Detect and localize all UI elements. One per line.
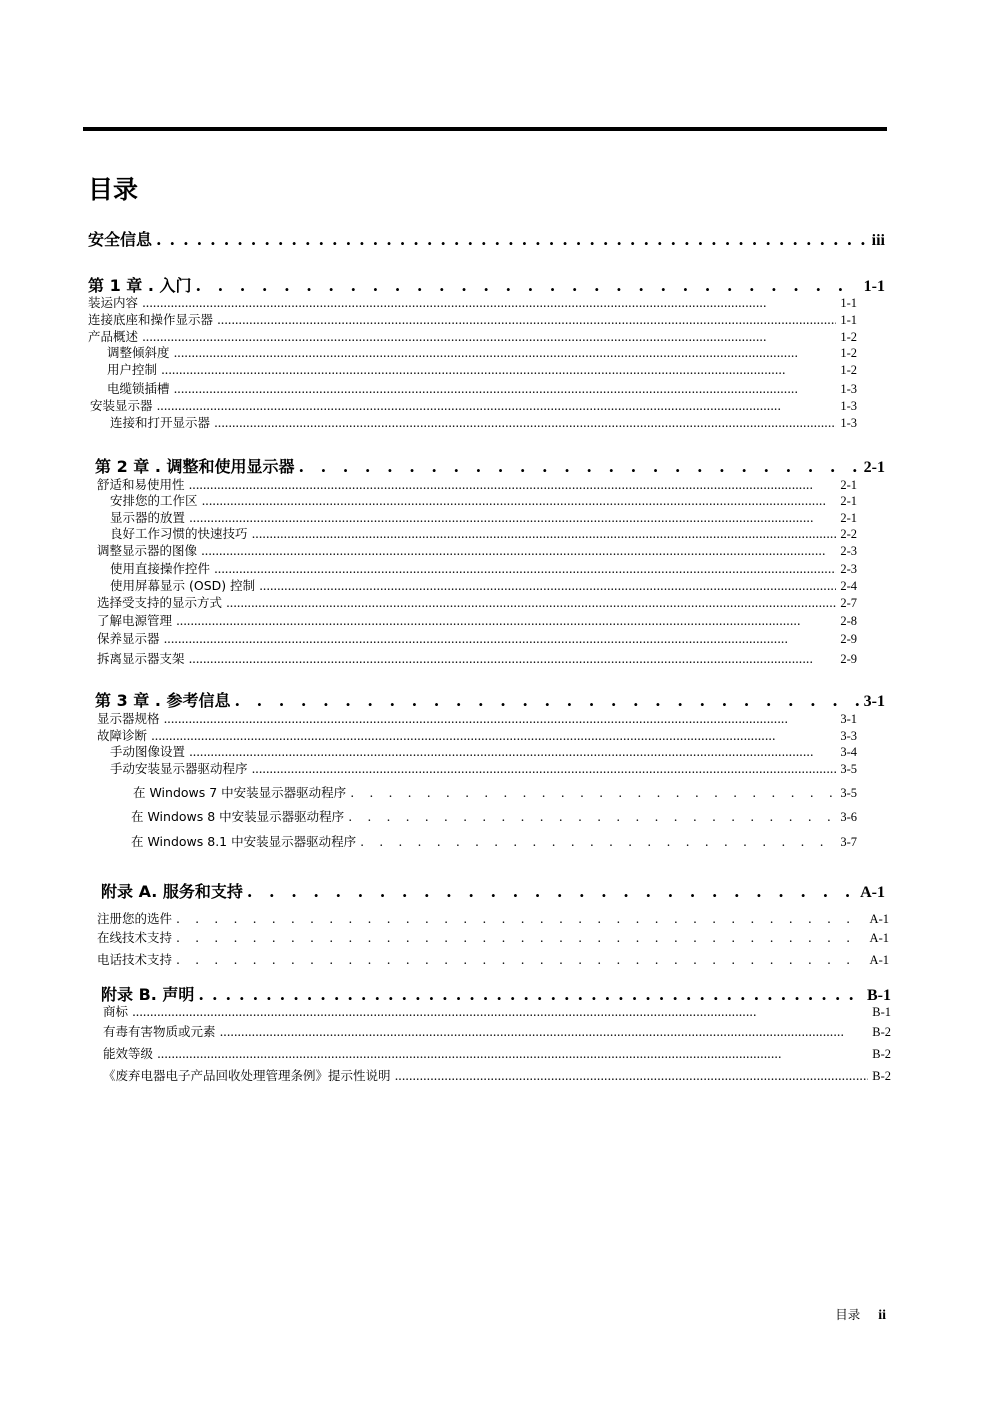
toc-leader-dots — [220, 1024, 869, 1040]
toc-entry[interactable] — [97, 728, 857, 744]
toc-entry-page: 2-9 — [840, 652, 857, 666]
toc-leader-dots — [252, 526, 837, 542]
page-footer — [835, 1305, 886, 1324]
toc-entry-page: 2-9 — [840, 632, 857, 646]
toc-entry[interactable] — [88, 312, 857, 328]
toc-entry-page: 3-3 — [840, 729, 857, 743]
toc-entry-label: 在 Windows 7 中安装显示器驱动程序 — [133, 785, 347, 800]
toc-entry[interactable] — [97, 595, 857, 611]
toc-leader-dots — [142, 329, 836, 345]
toc-leader-dots — [164, 711, 837, 727]
toc-entry-label: 安装显示器 — [90, 398, 153, 413]
toc-entry-label: 选择受支持的显示方式 — [97, 595, 223, 610]
toc-leader-dots — [360, 834, 836, 850]
toc-entry-label: 调整显示器的图像 — [97, 543, 198, 558]
header-rule — [83, 127, 887, 131]
toc-entry-page: 2-8 — [840, 614, 857, 628]
toc-entry-page: 1-3 — [840, 399, 857, 413]
toc-leader-dots — [142, 295, 836, 311]
toc-entry-page: 1-3 — [840, 382, 857, 396]
footer-page-number: ii — [878, 1308, 886, 1323]
toc-entry-page: 2-1 — [840, 478, 857, 492]
toc-entry[interactable] — [101, 985, 891, 1005]
toc-entry-page: iii — [871, 232, 885, 249]
page-title: 目录 — [88, 175, 139, 204]
toc-entry[interactable] — [88, 276, 885, 296]
toc-entry-label: 安排您的工作区 — [110, 493, 198, 508]
toc-leader-dots — [176, 911, 866, 927]
toc-leader-dots — [161, 362, 836, 378]
toc-entry[interactable] — [97, 911, 889, 927]
toc-entry-label: 电缆锁插槽 — [107, 381, 170, 396]
toc-leader-dots — [350, 785, 836, 801]
toc-entry[interactable] — [88, 329, 857, 345]
toc-leader-dots — [196, 276, 860, 296]
toc-entry[interactable] — [97, 477, 857, 493]
toc-leader-dots — [226, 595, 836, 611]
toc-entry-label: 显示器规格 — [97, 711, 160, 726]
toc-leader-dots — [252, 761, 837, 777]
toc-leader-dots — [259, 578, 836, 594]
toc-leader-dots — [247, 882, 856, 902]
toc-entry[interactable] — [110, 415, 857, 431]
toc-entry-page: 2-1 — [840, 511, 857, 525]
toc-entry[interactable] — [97, 952, 889, 968]
toc-entry-page: A-1 — [869, 931, 889, 945]
toc-entry-page: B-1 — [867, 987, 891, 1004]
toc-entry-page: 2-1 — [840, 494, 857, 508]
toc-leader-dots — [176, 613, 836, 629]
toc-entry-label: 附录 B. 声明 — [101, 985, 195, 1004]
toc-entry[interactable] — [103, 1068, 891, 1084]
toc-entry-label: 《废弃电器电子产品回收处理管理条例》提示性说明 — [103, 1068, 391, 1083]
toc-entry-page: A-1 — [869, 912, 889, 926]
toc-entry[interactable] — [97, 930, 889, 946]
toc-entry[interactable] — [110, 578, 857, 594]
toc-entry[interactable] — [110, 761, 857, 777]
toc-entry-page: A-1 — [869, 953, 889, 967]
toc-leader-dots — [189, 510, 836, 526]
footer-label: 目录 — [835, 1307, 861, 1322]
toc-entry[interactable] — [97, 651, 857, 667]
toc-entry-label: 显示器的放置 — [110, 510, 186, 525]
toc-entry-label: 手动图像设置 — [110, 744, 186, 759]
toc-entry-page: 1-1 — [863, 278, 885, 295]
toc-entry[interactable] — [103, 1046, 891, 1062]
toc-entry[interactable] — [110, 510, 857, 526]
toc-leader-dots — [156, 230, 868, 250]
toc-entry[interactable] — [103, 1024, 891, 1040]
toc-leader-dots — [151, 728, 836, 744]
toc-entry-page: 2-2 — [840, 527, 857, 541]
toc-entry-page: 2-3 — [840, 562, 857, 576]
toc-entry-label: 在 Windows 8 中安装显示器驱动程序 — [131, 809, 345, 824]
toc-entry-page: 1-2 — [840, 363, 857, 377]
toc-entry[interactable] — [110, 493, 857, 509]
toc-entry-label: 在 Windows 8.1 中安装显示器驱动程序 — [131, 834, 357, 849]
toc-entry[interactable] — [95, 457, 885, 477]
toc-entry-label: 产品概述 — [88, 329, 139, 344]
toc-entry[interactable] — [97, 631, 857, 647]
toc-entry[interactable] — [103, 1004, 891, 1020]
toc-entry-label: 附录 A. 服务和支持 — [101, 882, 243, 901]
toc-entry[interactable] — [110, 561, 857, 577]
toc-entry[interactable] — [133, 785, 857, 801]
toc-leader-dots — [157, 398, 837, 414]
toc-entry[interactable] — [131, 834, 857, 850]
toc-entry-label: 舒适和易使用性 — [97, 477, 185, 492]
toc-entry-page: 1-1 — [840, 313, 857, 327]
toc-leader-dots — [132, 1004, 868, 1020]
toc-entry[interactable] — [90, 398, 857, 414]
toc-entry-page: 2-3 — [840, 544, 857, 558]
toc-entry-page: 3-4 — [840, 745, 857, 759]
toc-entry[interactable] — [131, 809, 857, 825]
toc-entry-label: 电话技术支持 — [97, 952, 173, 967]
toc-entry-page: B-1 — [872, 1005, 891, 1019]
toc-entry[interactable] — [107, 345, 857, 361]
toc-entry-page: 1-1 — [840, 296, 857, 310]
toc-entry[interactable] — [97, 711, 857, 727]
toc-leader-dots — [202, 493, 837, 509]
toc-entry-label: 第 1 章 . 入门 — [88, 276, 192, 295]
toc-leader-dots — [235, 691, 860, 711]
toc-entry-label: 第 3 章 . 参考信息 — [95, 691, 231, 710]
toc-entry[interactable] — [88, 295, 857, 311]
toc-entry-page: 3-6 — [840, 810, 857, 824]
toc-entry-label: 注册您的选件 — [97, 911, 173, 926]
toc-entry-label: 手动安装显示器驱动程序 — [110, 761, 248, 776]
toc-entry-label: 用户控制 — [107, 362, 158, 377]
toc-entry[interactable] — [97, 543, 857, 559]
toc-entry-label: 在线技术支持 — [97, 930, 173, 945]
toc-entry-label: 能效等级 — [103, 1046, 154, 1061]
toc-leader-dots — [174, 345, 837, 361]
toc-entry-label: 保养显示器 — [97, 631, 160, 646]
toc-entry-page: B-2 — [872, 1025, 891, 1039]
toc-entry[interactable] — [101, 882, 885, 902]
toc-entry-page: 2-1 — [863, 459, 885, 476]
toc-entry-page: 3-7 — [840, 835, 857, 849]
toc-entry-page: 1-3 — [840, 416, 857, 430]
toc-leader-dots — [348, 809, 836, 825]
toc-leader-dots — [157, 1046, 868, 1062]
toc-entry[interactable] — [95, 691, 885, 711]
toc-entry-label: 有毒有害物质或元素 — [103, 1024, 216, 1039]
toc-leader-dots — [395, 1068, 869, 1084]
toc-entry-label: 使用直接操作控件 — [110, 561, 211, 576]
toc-entry[interactable] — [97, 613, 857, 629]
toc-entry-label: 使用屏幕显示 (OSD) 控制 — [110, 578, 256, 593]
toc-entry-label: 安全信息 — [88, 230, 153, 249]
toc-entry-label: 拆离显示器支架 — [97, 651, 185, 666]
toc-entry[interactable] — [107, 362, 857, 378]
toc-entry-label: 调整倾斜度 — [107, 345, 170, 360]
toc-entry-page: B-2 — [872, 1047, 891, 1061]
toc-entry-page: 3-1 — [863, 693, 885, 710]
toc-leader-dots — [164, 631, 837, 647]
toc-entry-label: 连接底座和操作显示器 — [88, 312, 214, 327]
toc-entry[interactable] — [88, 230, 885, 250]
toc-entry-page: A-1 — [860, 884, 885, 901]
toc-leader-dots — [176, 930, 866, 946]
toc-leader-dots — [217, 312, 836, 328]
toc-leader-dots — [176, 952, 866, 968]
toc-leader-dots — [214, 561, 836, 577]
toc-entry-label: 商标 — [103, 1004, 129, 1019]
toc-entry[interactable] — [110, 526, 857, 542]
toc-leader-dots — [189, 651, 837, 667]
toc-entry-page: B-2 — [872, 1069, 891, 1083]
toc-leader-dots — [201, 543, 836, 559]
toc-entry-page: 1-2 — [840, 346, 857, 360]
toc-entry-label: 良好工作习惯的快速技巧 — [110, 526, 248, 541]
toc-entry[interactable] — [110, 744, 857, 760]
toc-leader-dots — [214, 415, 836, 431]
toc-entry-page: 2-4 — [840, 579, 857, 593]
toc-entry-page: 3-1 — [840, 712, 857, 726]
toc-entry-label: 故障诊断 — [97, 728, 148, 743]
toc-entry-page: 3-5 — [840, 762, 857, 776]
toc-leader-dots — [299, 457, 860, 477]
toc-leader-dots — [198, 985, 863, 1005]
toc-entry-page: 1-2 — [840, 330, 857, 344]
toc-entry-label: 装运内容 — [88, 295, 139, 310]
toc-entry[interactable] — [107, 381, 857, 397]
toc-leader-dots — [189, 744, 836, 760]
toc-entry-page: 2-7 — [840, 596, 857, 610]
toc-leader-dots — [174, 381, 837, 397]
toc-entry-page: 3-5 — [840, 786, 857, 800]
toc-entry-label: 连接和打开显示器 — [110, 415, 211, 430]
toc-leader-dots — [189, 477, 837, 493]
toc-entry-label: 第 2 章 . 调整和使用显示器 — [95, 457, 295, 476]
toc-entry-label: 了解电源管理 — [97, 613, 173, 628]
